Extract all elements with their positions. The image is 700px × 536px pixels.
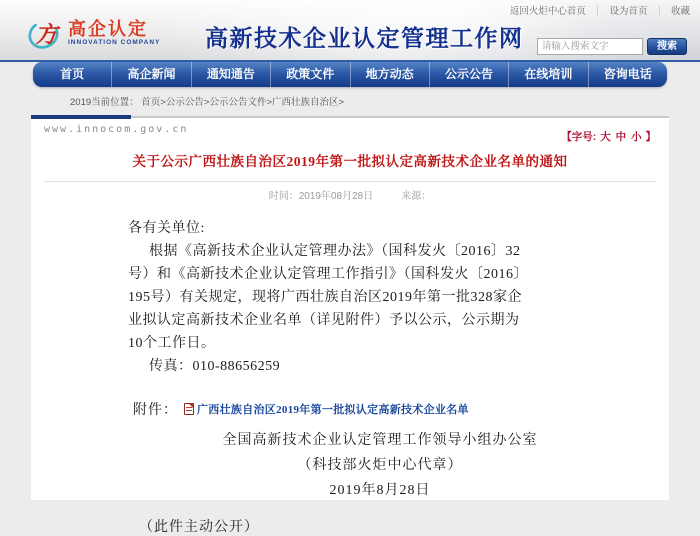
breadcrumb-separator: > — [338, 97, 345, 108]
signature-block — [61, 428, 699, 503]
title-divider — [44, 181, 656, 182]
nav-item-policy[interactable]: 政策文件 — [271, 62, 350, 87]
logo-swoosh-icon — [26, 14, 66, 52]
font-size-medium[interactable]: 中 — [615, 131, 627, 143]
body-paragraph: 根据《高新技术企业认定管理办法》（国科发火〔2016〕32号）和《高新技术企业认定管理工作指引》（国科发火〔2016〕195号）有关规定，现将广西壮族自治区2019年第一批328家企业拟认定高新技术企业名单（详见附件）予以公示，公示期为10个工作日。 — [128, 244, 528, 351]
breadcrumb-label: 2019当前位置： — [70, 97, 139, 108]
attachment-label: 附件： — [133, 403, 178, 418]
font-size-small[interactable]: 小 — [631, 131, 642, 143]
search-bar — [537, 38, 687, 55]
nav-item-phone[interactable]: 咨询电话 — [603, 67, 652, 81]
logo-text — [68, 20, 160, 46]
breadcrumb-separator: > — [160, 97, 166, 108]
search-input[interactable] — [537, 38, 643, 55]
article-body — [128, 217, 532, 378]
attachment-row — [133, 399, 669, 419]
topbar-link-favorite[interactable]: 收藏 — [670, 6, 690, 17]
article-title: 关于公示广西壮族自治区2019年第一批拟认定高新技术企业名单的通知 — [132, 154, 568, 169]
salutation: 各有关单位: — [128, 221, 205, 236]
nav-item-local[interactable]: 地方动态 — [351, 62, 430, 87]
breadcrumb-announcements[interactable]: 公示公告 — [165, 97, 204, 108]
logo-subtitle: INNOVATION COMPANY — [68, 39, 161, 46]
topbar-divider: ｜ — [592, 6, 603, 17]
breadcrumb-guangxi[interactable]: 广西壮族自治区 — [272, 97, 339, 108]
breadcrumb-separator: > — [203, 97, 210, 108]
search-button[interactable]: 搜索 — [647, 38, 687, 55]
site-url: www.innocom.gov.cn — [44, 124, 189, 135]
main-nav — [33, 62, 667, 87]
article-meta — [31, 187, 669, 202]
font-size-label-open: 【字号: — [561, 131, 597, 143]
header — [0, 0, 700, 62]
topbar-link-set-homepage[interactable]: 设为首页 — [609, 6, 648, 17]
breadcrumb-announcement-files[interactable]: 公示公告文件 — [209, 97, 267, 108]
topbar-links — [510, 3, 690, 17]
font-size-label-close: 】 — [645, 131, 656, 143]
nav-item-announcements[interactable]: 公示公告 — [430, 62, 509, 87]
breadcrumb-home[interactable]: 首页 — [141, 97, 161, 108]
svg-text:方: 方 — [35, 22, 58, 48]
nav-item-news[interactable]: 高企新闻 — [112, 62, 191, 87]
article-panel — [31, 116, 669, 535]
nav-item-home[interactable]: 首页 — [33, 62, 112, 87]
attachment-file-icon — [184, 403, 194, 415]
font-size-control — [561, 129, 656, 144]
fax-line: 传真：010-88656259 — [149, 359, 281, 374]
signature-org: 全国高新技术企业认定管理工作领导小组办公室 — [222, 433, 538, 448]
signature-date: 2019年8月28日 — [329, 483, 431, 498]
site-logo[interactable] — [26, 14, 160, 52]
topbar-link-torch-home[interactable]: 返回火炬中心首页 — [509, 6, 586, 17]
article-panel-header — [31, 118, 669, 144]
nav-item-training[interactable]: 在线培训 — [509, 62, 588, 87]
disclosure-note: （此件主动公开） — [139, 520, 259, 535]
font-size-large[interactable]: 大 — [600, 131, 611, 143]
meta-time: 时间：2019年08月28日 — [268, 191, 374, 202]
breadcrumb — [0, 87, 700, 116]
meta-source: 来源： — [401, 191, 432, 202]
nav-item-notices[interactable]: 通知通告 — [192, 62, 271, 87]
signature-seal-note: （科技部火炬中心代章） — [297, 458, 463, 473]
breadcrumb-separator: > — [266, 97, 273, 108]
site-title: 高新技术企业认定管理工作网 — [205, 25, 524, 51]
attachment-link[interactable]: 广西壮族自治区2019年第一批拟认定高新技术企业名单 — [197, 404, 469, 416]
logo-title: 高企认定 — [68, 19, 148, 39]
topbar-divider: ｜ — [654, 6, 664, 17]
